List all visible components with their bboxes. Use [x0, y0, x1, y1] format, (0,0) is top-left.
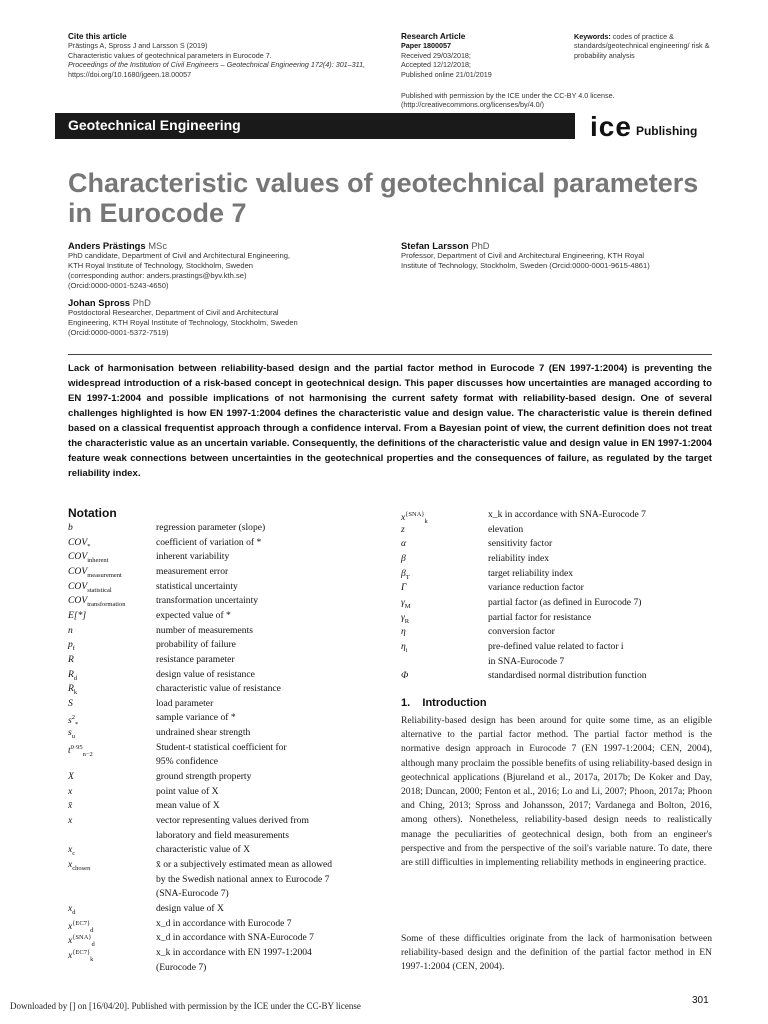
notation-definition: measurement error [156, 565, 229, 577]
cite-doi-link[interactable]: https://doi.org/10.1680/jgeen.18.00057 [68, 69, 192, 79]
symbol-superscript: 2 [71, 714, 75, 722]
notation-symbol [401, 524, 405, 536]
notation-symbol [68, 522, 73, 534]
affil-line: Postdoctoral Researcher, Department of Civil and Architectural [68, 308, 279, 317]
notation-definition: partial factor (as defined in Eurocode 7) [488, 596, 642, 608]
symbol-subscript: d [72, 908, 76, 916]
symbol-subscript: u [71, 733, 75, 740]
affil-orcid: (Orcid:0000-0001-5243-4650) [68, 281, 169, 290]
notation-definition: target reliability index [488, 567, 574, 579]
symbol-base: η [401, 640, 406, 652]
author-block [401, 240, 721, 271]
symbol-base: COV [68, 551, 88, 563]
notation-symbol [401, 509, 428, 528]
symbol-subscript: c [72, 850, 76, 858]
notation-symbol [401, 670, 408, 682]
symbol-subscript: R [404, 617, 410, 625]
notation-symbol [68, 844, 75, 860]
symbol-base: n [68, 624, 73, 636]
symbol-base: b [68, 522, 73, 533]
notation-definition: (Eurocode 7) [156, 961, 207, 973]
symbol-subscript: inherent [87, 557, 109, 565]
ice-logo-mark: ice [590, 111, 632, 142]
symbol-base: γ [401, 611, 405, 623]
notation-definition: x̄ or a subjectively estimated mean as allowed [156, 858, 333, 870]
symbol-superscript: {EC7} [72, 948, 91, 956]
affil-orcid: (Orcid:0000-0001-5372-7519) [68, 328, 169, 337]
notation-definition: (SNA-Eurocode 7) [156, 888, 229, 900]
symbol-subscript: k [424, 518, 428, 526]
notation-definition: inherent variability [156, 551, 230, 563]
notation-symbol [68, 859, 90, 875]
symbol-subscript: chosen [72, 864, 91, 872]
notation-symbol [401, 626, 406, 638]
author-block [68, 297, 378, 338]
symbol-base: z [401, 523, 405, 535]
author-name [68, 240, 378, 251]
author-name-text: Stefan Larsson [401, 240, 469, 251]
symbol-base: x [68, 950, 73, 962]
research-block [401, 32, 561, 79]
symbol-subscript: n−2 [82, 750, 93, 758]
symbol-base: x [68, 858, 73, 870]
notation-symbol [401, 612, 409, 628]
notation-heading: Notation [68, 506, 117, 520]
notation-definition: number of measurements [156, 624, 253, 636]
notation-symbol [68, 786, 72, 798]
symbol-base: COV [68, 595, 88, 607]
page-number: 301 [692, 995, 709, 1006]
notation-symbol [68, 800, 72, 812]
section-heading-introduction: 1. Introduction [401, 697, 487, 709]
received-date: Received 29/03/2018; [401, 50, 471, 60]
author-name-text: Johan Spross [68, 297, 130, 308]
notation-definition: point value of X [156, 785, 219, 797]
notation-definition: Student-t statistical coefficient for [156, 741, 287, 753]
notation-symbol [68, 566, 122, 582]
symbol-subscript: * [87, 542, 91, 550]
notation-symbol [401, 553, 406, 565]
intro-paragraph: Reliability-based design has been around for quite some time, as an eligible alternative to the partial factor method. The partial factor method is the normative design approach in Eurocode 7 (EN 1997-1:2004; CEN, 2004), although many proclaim the possible benefits of using reliability-based design in geotechnical applications (Bjureland et al., 2017a, 2017b; De Koker and Day, 2018; Duncan, 2000; Fenton et al., 2016; Lo and Li, 2007; Phoon, 2017a; Phoon and Ching, 2013; Spross and Johansson, 2017; Vardanega and Bolton, 2016, among others). Nonetheless, reliability-based design needs to realistically manage the peculiarities of geotechnical design, both from an engineer's perspective and from the perspective of the soil's variable nature. To date, there are still difficulties in implementing reliability methods in engineering practice. [401, 715, 712, 869]
notation-definition: ground strength property [156, 771, 252, 783]
notation-definition: partial factor for resistance [488, 611, 592, 623]
symbol-base: γ [401, 596, 405, 608]
author-name-text: Anders Prästings [68, 240, 146, 251]
notation-definition: standardised normal distribution function [488, 670, 647, 682]
symbol-base: COV [68, 565, 88, 577]
symbol-base: β [401, 567, 406, 579]
notation-definition: reliability index [488, 552, 550, 564]
affil-line: Professor, Department of Civil and Architectural Engineering, KTH Royal [401, 251, 645, 260]
license-link[interactable]: (http://creativecommons.org/licenses/by/4.0/) [401, 100, 545, 110]
accepted-date: Accepted 12/12/2018; [401, 60, 471, 70]
symbol-subscript: M [404, 602, 411, 610]
notation-definition: vector representing values derived from [156, 815, 309, 826]
paper-id: Paper 1800057 [401, 41, 451, 51]
symbol-base: R [68, 683, 74, 695]
author-affiliation [68, 251, 378, 291]
symbol-subscript: measurement [87, 571, 122, 579]
notation-definition: x_d in accordance with SNA-Eurocode 7 [156, 932, 314, 944]
notation-symbol [401, 582, 406, 594]
notation-symbol [68, 610, 86, 622]
notation-symbol [68, 639, 75, 655]
symbol-base: R [68, 668, 74, 680]
notation-symbol [68, 742, 93, 761]
symbol-base: X [68, 771, 74, 783]
keywords-label: Keywords: [574, 32, 611, 41]
cite-line: Characteristic values of geotechnical parameters in Eurocode 7. [68, 50, 272, 60]
notation-definition: sample variance of * [156, 712, 236, 724]
symbol-subscript: i [405, 646, 408, 654]
symbol-superscript: {SNA} [405, 511, 425, 518]
affil-email[interactable]: (corresponding author: anders.prastings@byv.kth.se) [68, 271, 247, 280]
notation-definition: probability of failure [156, 639, 236, 651]
notation-symbol [68, 654, 74, 666]
license-block [401, 91, 721, 110]
symbol-subscript: transformation [87, 601, 126, 609]
notation-symbol [401, 597, 411, 613]
notation-definition: characteristic value of X [156, 844, 251, 856]
notation-symbol [401, 641, 408, 657]
symbol-base: R [68, 653, 74, 665]
notation-definition: characteristic value of resistance [156, 683, 281, 695]
affil-line: Engineering, KTH Royal Institute of Technology, Stockholm, Sweden [68, 318, 298, 327]
symbol-base: x [68, 785, 73, 797]
symbol-base: s [68, 727, 72, 739]
keywords-block [574, 32, 724, 60]
symbol-subscript: d [91, 941, 95, 949]
notation-symbol [68, 947, 93, 966]
affil-line: PhD candidate, Department of Civil and Architectural Engineering, [68, 251, 291, 260]
notation-definition: transformation uncertainty [156, 595, 259, 607]
symbol-base: x [68, 920, 73, 932]
symbol-subscript: k [90, 955, 94, 963]
paper-title: Characteristic values of geotechnical parameters in Eurocode 7 [68, 168, 699, 228]
author-degree: MSc [148, 240, 167, 251]
download-footer: Downloaded by [] on [16/04/20]. Published with permission by the ICE under the CC-BY license [10, 1001, 361, 1011]
ice-publishing-logo [590, 111, 698, 142]
notation-symbol [401, 568, 410, 584]
notation-definition: 95% confidence [156, 756, 219, 768]
author-name [68, 297, 378, 308]
symbol-subscript: T [405, 573, 410, 581]
notation-symbol [68, 683, 77, 699]
notation-symbol [68, 698, 73, 710]
notation-definition: in SNA-Eurocode 7 [488, 655, 565, 667]
notation-definition: regression parameter (slope) [156, 522, 266, 533]
keywords-text: codes of practice & standards/geotechnical engineering/ risk & probability analysis [574, 32, 710, 60]
cite-block [68, 32, 388, 79]
symbol-base: S [68, 697, 73, 709]
cite-line: Prästings A, Spross J and Larsson S (2019) [68, 41, 208, 51]
notation-definition: x_k in accordance with EN 1997-1:2004 [156, 946, 312, 958]
symbol-base: x [401, 512, 406, 524]
symbol-base: x̄ [68, 800, 73, 812]
notation-symbol [68, 595, 125, 611]
symbol-base: x [68, 815, 73, 826]
notation-symbol [68, 625, 73, 637]
intro-paragraph: Some of these difficulties originate from the lack of harmonisation between reliability-based design and the definition of the partial factor method in EN 1997-1:2004 (CEN, 2004). [401, 933, 712, 973]
abstract-divider [68, 354, 712, 355]
notation-definition: design value of resistance [156, 668, 255, 680]
author-degree: PhD [132, 297, 151, 308]
symbol-base: η [401, 626, 406, 638]
symbol-base: x [68, 902, 73, 914]
notation-symbol [68, 669, 77, 685]
notation-definition: by the Swedish national annex to Eurocode 7 [156, 873, 330, 885]
symbol-subscript: f [72, 645, 75, 653]
symbol-subscript: d [73, 674, 78, 682]
notation-symbol [68, 551, 108, 567]
ice-logo-publishing: Publishing [635, 124, 698, 138]
symbol-base: COV [68, 536, 88, 548]
author-affiliation [401, 251, 721, 271]
symbol-subscript: d [90, 926, 94, 934]
notation-definition: design value of X [156, 902, 224, 914]
notation-definition: conversion factor [488, 626, 555, 638]
notation-symbol [401, 538, 406, 550]
symbol-base: E[*] [68, 609, 87, 621]
symbol-base: Γ [401, 582, 407, 594]
notation-definition: elevation [488, 523, 524, 535]
symbol-superscript: {SNA} [72, 934, 92, 942]
symbol-base: β [401, 552, 406, 564]
notation-definition: statistical uncertainty [156, 580, 238, 592]
author-block [68, 240, 378, 291]
notation-definition: laboratory and field measurements [156, 829, 289, 841]
notation-definition: variance reduction factor [488, 582, 584, 594]
symbol-superscript: {EC7} [72, 919, 91, 927]
notation-definition: x_d in accordance with Eurocode 7 [156, 917, 292, 929]
abstract-text: Lack of harmonisation between reliability-based design and the partial factor method in Eurocode 7 (EN 1997-1:2004) is preventing the widespread introduction of a risk-based concept in geotechnical design. This paper discusses how uncertainties are managed according to EN 1997-1:2004 and possible implications of not harmonising the current safety format with reliability-based design. One of several challenges highlighted is how EN 1997-1:2004 defines the characteristic value and design value. The characteristic value is therein defined based on a classical frequentist approach through a confidence interval. From a Bayesian point of view, the current definition does not treat the characteristic value as an uncertain variable. Consequently, the definitions of the characteristic value and design value in EN 1997-1:2004 feature weak connections between uncertainties in the geotechnical properties and the consequences of failure, as regulated by the target reliability index. [68, 363, 712, 479]
journal-name: Geotechnical Engineering [68, 117, 241, 133]
symbol-subscript: statistical [87, 586, 112, 594]
notation-symbol [68, 581, 112, 597]
symbol-base: α [401, 538, 407, 550]
symbol-base: s [68, 715, 72, 727]
symbol-base: t [68, 744, 71, 756]
notation-symbol [68, 815, 72, 827]
symbol-base: Φ [401, 670, 409, 682]
notation-definition: load parameter [156, 697, 214, 709]
notation-symbol [68, 771, 74, 783]
symbol-base: x [68, 935, 73, 947]
notation-definition: x_k in accordance with SNA-Eurocode 7 [488, 509, 646, 520]
notation-definition: sensitivity factor [488, 538, 553, 550]
author-degree: PhD [471, 240, 490, 251]
author-affiliation [68, 308, 378, 338]
affil-line: KTH Royal Institute of Technology, Stockholm, Sweden [68, 261, 254, 270]
affil-line: Institute of Technology, Stockholm, Sweden (Orcid:0000-0001-9615-4861) [401, 261, 650, 270]
symbol-subscript: k [73, 689, 78, 697]
online-date: Published online 21/01/2019 [401, 69, 492, 79]
notation-definition: expected value of * [156, 609, 231, 621]
notation-definition: undrained shear strength [156, 727, 251, 739]
symbol-subscript: * [74, 721, 79, 729]
symbol-base: COV [68, 580, 88, 592]
notation-symbol [68, 727, 75, 743]
symbol-base: p [68, 639, 73, 651]
cite-line: Proceedings of the Institution of Civil Engineers – Geotechnical Engineering 172(4): 301–311, [68, 60, 366, 70]
notation-symbol [68, 537, 90, 553]
notation-symbol [68, 903, 76, 919]
symbol-base: x [68, 844, 73, 856]
symbol-superscript: 0·95 [70, 743, 83, 751]
author-name [401, 240, 721, 251]
notation-definition: pre-defined value related to factor i [488, 640, 624, 652]
notation-definition: resistance parameter [156, 653, 235, 665]
research-heading: Research Article [401, 32, 466, 41]
notation-definition: coefficient of variation of * [156, 536, 262, 548]
cite-heading: Cite this article [68, 32, 127, 41]
notation-definition: mean value of X [156, 800, 220, 812]
license-line: Published with permission by the ICE under the CC-BY 4.0 license. [401, 91, 615, 100]
